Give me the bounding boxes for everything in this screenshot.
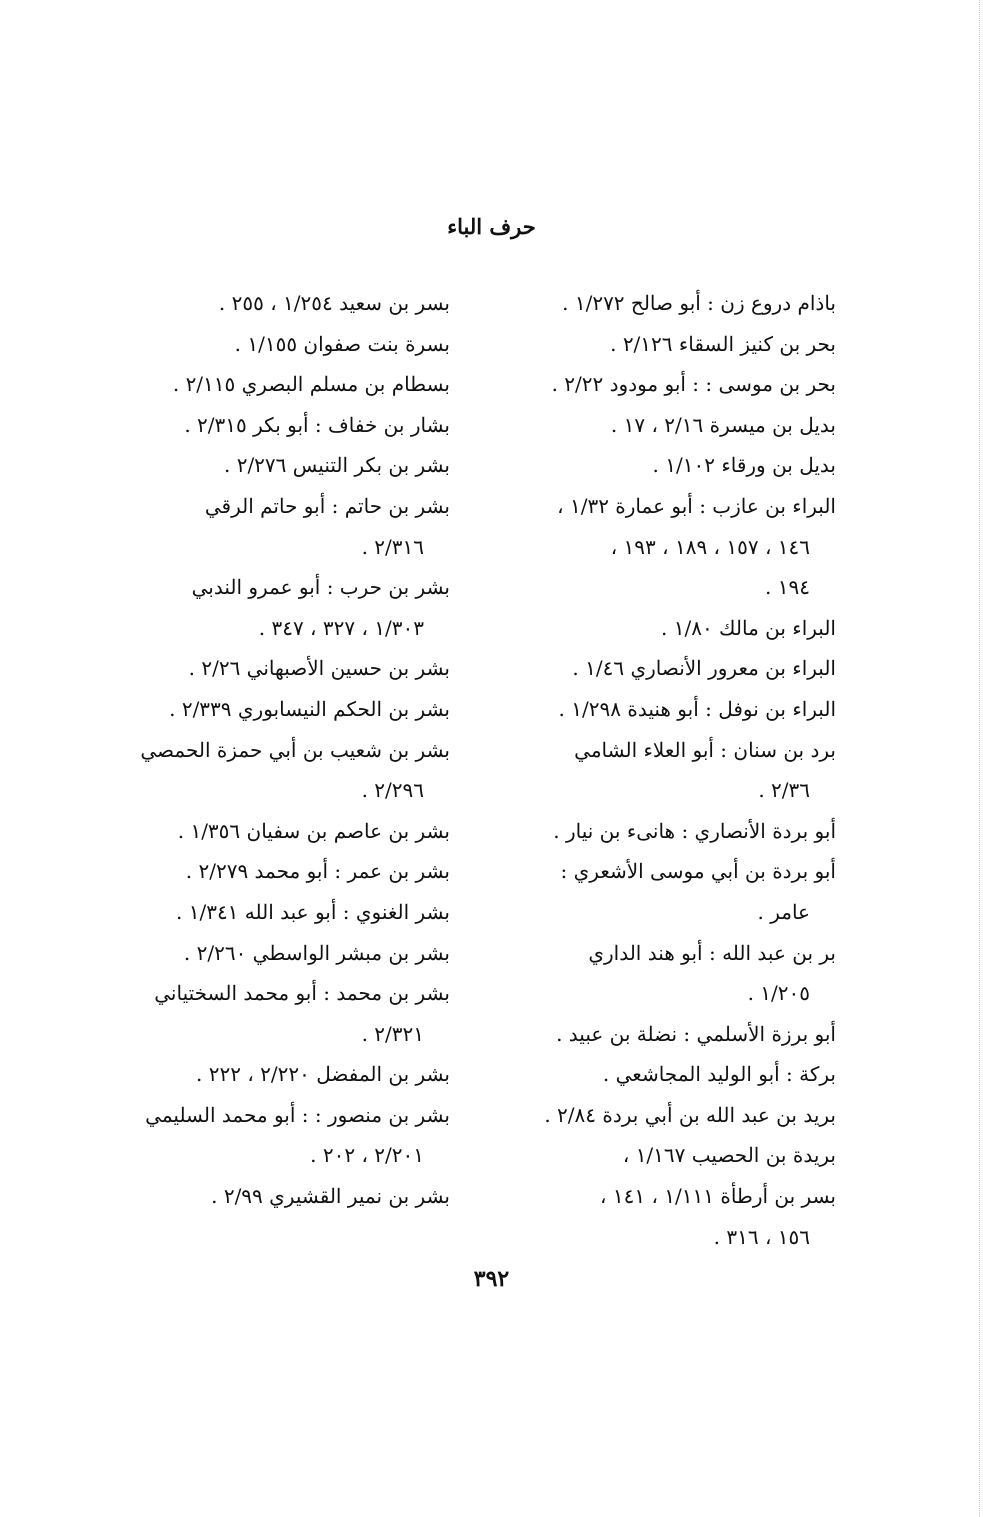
index-column-left (110, 283, 450, 1217)
entry-line: بشر الغنوي : أبو عبد الله ١/٣٤١ . (176, 899, 450, 924)
entry-line: بسطام بن مسلم البصري ٢/١١٥ . (172, 372, 450, 397)
index-entry (110, 689, 450, 730)
entry-line: بشر بن المفضل ٢/٢٢٠ ، ٢٢٢ . (196, 1062, 450, 1087)
page-edge (978, 0, 980, 1517)
entry-line: بشار بن خفاف : أبو بكر ٢/٣١٥ . (184, 412, 450, 437)
entry-line: بحر بن موسى : : أبو مودود ٢/٢٢ . (551, 372, 836, 397)
entry-line: البراء بن نوفل : أبو هنيدة ١/٢٩٨ . (558, 696, 836, 721)
index-entry (498, 648, 836, 689)
entry-line: بر بن عبد الله : أبو هند الداري (588, 940, 836, 965)
index-entry (110, 364, 450, 405)
entry-line: بديل بن ميسرة ٢/١٦ ، ١٧ . (610, 412, 836, 437)
entry-line: بشر بن حسين الأصبهاني ٢/٢٦ . (188, 656, 450, 681)
entry-line: بريد بن عبد الله بن أبي بردة ٢/٨٤ . (544, 1102, 836, 1127)
entry-continuation: ١٥٦ ، ٣١٦ . (713, 1224, 810, 1249)
index-entry (110, 1054, 450, 1095)
entry-line: بركة : أبو الوليد المجاشعي . (602, 1062, 836, 1087)
entry-line: بشر بن حاتم : أبو حاتم الرقي (204, 493, 450, 518)
entry-continuation: ٢/٣٦ . (758, 778, 810, 803)
entry-line: بشر بن حرب : أبو عمرو الندبي (191, 575, 450, 600)
entry-line: برد بن سنان : أبو العلاء الشامي (574, 737, 836, 762)
index-entry (110, 567, 450, 648)
page-number: ٣٩٢ (473, 1266, 510, 1292)
index-entry (498, 1014, 836, 1055)
index-entry (110, 892, 450, 933)
index-entry (110, 730, 450, 811)
index-entry (110, 1095, 450, 1176)
index-entry (110, 933, 450, 974)
index-entry (110, 811, 450, 852)
entry-line: بشر بن نمير القشيري ٢/٩٩ . (211, 1184, 450, 1209)
index-entry (498, 324, 836, 365)
index-entry (110, 405, 450, 446)
entry-line: البراء بن عازب : أبو عمارة ١/٣٢ ، (557, 493, 836, 518)
index-entry (498, 730, 836, 811)
entry-continuation: ٢/٢٩٦ . (361, 778, 424, 803)
index-entry (110, 445, 450, 486)
entry-line: بديل بن ورقاء ١/١٠٢ . (652, 453, 836, 478)
index-entry (110, 283, 450, 324)
index-entry (498, 1135, 836, 1176)
index-entry (110, 973, 450, 1054)
entry-line: بشر بن شعيب بن أبي حمزة الحمصي (140, 737, 450, 762)
entry-line: بشر بن عمر : أبو محمد ٢/٢٧٩ . (185, 859, 450, 884)
entry-line: باذام دروع زن : أبو صالح ١/٢٧٢ . (562, 291, 836, 315)
index-entry (498, 486, 836, 608)
entry-line: أبو برزة الأسلمي : نضلة بن عبيد . (556, 1021, 836, 1046)
entry-line: البراء بن معرور الأنصاري ١/٤٦ . (572, 656, 836, 681)
index-entry (498, 689, 836, 730)
index-entry (498, 811, 836, 852)
entry-continuation: عامر . (757, 899, 810, 924)
entry-line: بشر بن مبشر الواسطي ٢/٢٦٠ . (183, 940, 450, 965)
index-entry (110, 1176, 450, 1217)
index-entry (498, 851, 836, 932)
entry-line: أبو بردة بن أبي موسى الأشعري : (560, 859, 836, 884)
entry-line: أبو بردة الأنصاري : هانىء بن نيار . (553, 818, 836, 843)
entry-line: بشر بن محمد : أبو محمد السختياني (154, 981, 450, 1006)
index-entry (110, 648, 450, 689)
entry-line: بشر بن منصور : : أبو محمد السليمي (145, 1102, 450, 1127)
index-entry (498, 405, 836, 446)
entry-line: بشر بن بكر التنيس ٢/٢٧٦ . (223, 453, 450, 478)
entry-line: البراء بن مالك ١/٨٠ . (661, 615, 836, 640)
entry-continuation: ١٤٦ ، ١٥٧ ، ١٨٩ ، ١٩٣ ، (610, 534, 810, 559)
entry-line: بريدة بن الحصيب ١/١٦٧ ، (622, 1143, 836, 1168)
index-column-right (498, 283, 836, 1257)
entry-line: بسر بن سعيد ١/٢٥٤ ، ٢٥٥ . (218, 291, 450, 315)
entry-continuation: ٢/٣١٦ . (361, 534, 424, 559)
entry-continuation: ١/٢٠٥ . (747, 981, 810, 1006)
index-entry (498, 933, 836, 1014)
index-entry (498, 364, 836, 405)
entry-continuation: ١/٣٠٣ ، ٣٢٧ ، ٣٤٧ . (258, 615, 424, 640)
index-entry (498, 1054, 836, 1095)
index-entry (110, 324, 450, 365)
entry-line: بحر بن كنيز السقاء ٢/١٢٦ . (610, 331, 836, 356)
index-entry (110, 851, 450, 892)
index-entry (498, 445, 836, 486)
index-entry (498, 1176, 836, 1257)
section-title: حرف الباء (447, 214, 536, 239)
entry-line: بسر بن أرطأة ١/١١١ ، ١٤١ ، (600, 1184, 836, 1209)
entry-continuation: ٢/٣٢١ . (361, 1021, 424, 1046)
entry-line: بشر بن الحكم النيسابوري ٢/٣٣٩ . (169, 696, 450, 721)
entry-continuation: ١٩٤ . (765, 575, 810, 600)
index-entry (498, 608, 836, 649)
entry-line: بسرة بنت صفوان ١/١٥٥ . (234, 331, 450, 356)
entry-line: بشر بن عاصم بن سفيان ١/٣٥٦ . (177, 818, 450, 843)
entry-continuation: ٢/٢٠١ ، ٢٠٢ . (310, 1143, 424, 1168)
index-entry (498, 283, 836, 324)
index-entry (110, 486, 450, 567)
index-entry (498, 1095, 836, 1136)
